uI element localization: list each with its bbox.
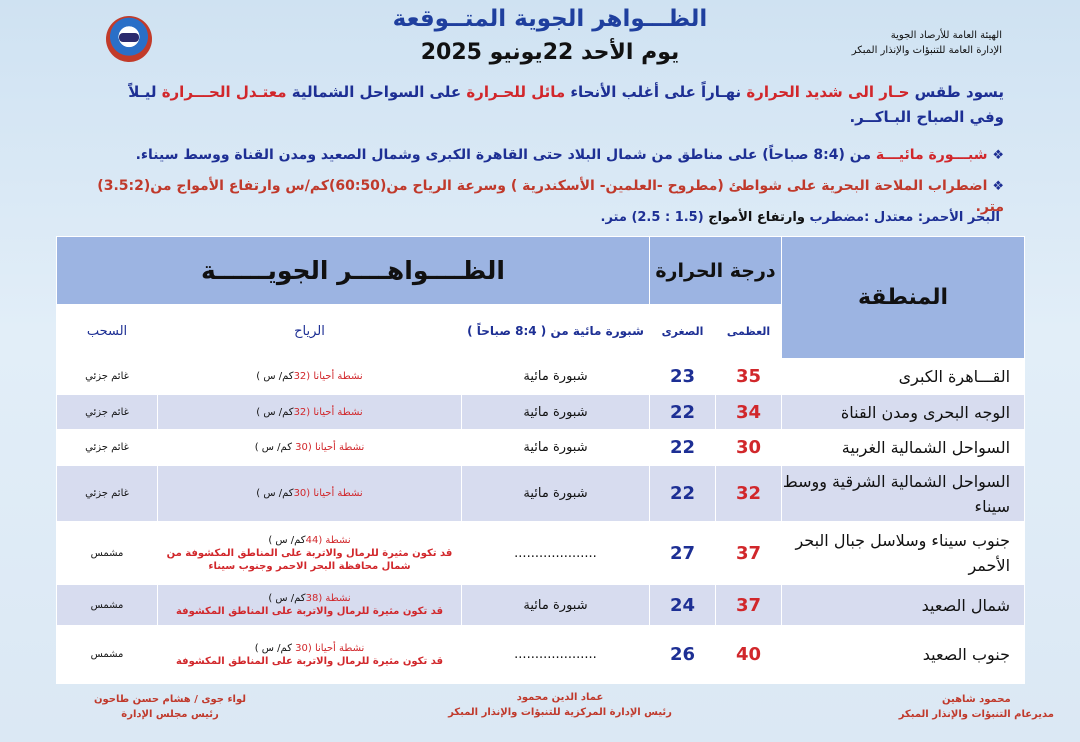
summary-text-1: يسود طقس [909, 83, 1004, 101]
fog-cell: شبورة مائية [462, 430, 650, 466]
weather-summary [92, 80, 1004, 130]
signature-name: عماد الدين محمود [516, 692, 604, 703]
region-cell: جنوب سيناء وسلاسل جبال البحر الأحمر [782, 522, 1025, 585]
ema-logo-icon [106, 16, 152, 62]
wind-cell [158, 522, 462, 585]
min-temp-cell: 27 [650, 522, 716, 585]
wind-activity: نشطة أحيانا (30 [295, 642, 365, 654]
region-cell: الوجه البحرى ومدن القناة [782, 395, 1025, 430]
max-temp-cell: 30 [716, 430, 782, 466]
signature-title: مديرعام التنبؤات والإنذار المبكر [898, 709, 1054, 720]
fog-cell: شبورة مائية [462, 466, 650, 522]
org-line-1: الهيئة العامة للأرصاد الجوية [890, 30, 1002, 41]
wind-cell [158, 466, 462, 522]
cloud-cell: مشمس [57, 626, 158, 684]
header-max: العظمى [716, 305, 782, 359]
table-row [57, 395, 1025, 430]
max-temp-cell: 35 [716, 359, 782, 395]
summary-text-4: مائل للحـرارة [466, 83, 566, 101]
min-temp-cell: 24 [650, 585, 716, 626]
fog-cell: شبورة مائية [462, 585, 650, 626]
cloud-cell: غائم جزئي [57, 395, 158, 430]
cloud-cell: مشمس [57, 585, 158, 626]
table-row [57, 626, 1025, 684]
fog-cell: شبورة مائية [462, 359, 650, 395]
signature-name: لواء جوى / هشام حسن طاحون [93, 694, 247, 705]
max-temp-cell: 40 [716, 626, 782, 684]
cloud-cell: غائم جزئي [57, 466, 158, 522]
wind-note: قد تكون مثيرة للرمال والاتربة على المناطق المكشوفة من شمال محافظة البحر الاحمر وجنوب سيناء [166, 547, 453, 572]
wind-cell [158, 359, 462, 395]
wind-activity: نشطة أحيانا (30 [295, 442, 365, 453]
min-temp-cell: 26 [650, 626, 716, 684]
fog-bullet-text: من (8:4 صباحاً) على مناطق من شمال البلاد حتى القاهرة الكبرى وشمال الصعيد ومدن القناة ووسط سيناء. [135, 147, 876, 163]
min-temp-cell: 22 [650, 466, 716, 522]
max-temp-cell: 37 [716, 585, 782, 626]
wind-cell [158, 585, 462, 626]
summary-text-3: نهـاراً على أغلب الأنحاء [565, 83, 747, 101]
summary-text-7: ليـلاً وفي الصباح البـاكــر. [128, 83, 1004, 126]
max-temp-cell: 32 [716, 466, 782, 522]
signature-name: محمود شاهين [942, 694, 1011, 705]
table-row [57, 466, 1025, 522]
red-sea-waves-label: وارتفاع الأمواج [703, 210, 810, 225]
wind-cell [158, 395, 462, 430]
signature-title: رئيس مجلس الإدارة [121, 709, 219, 720]
header-temperature: درجة الحرارة [650, 237, 782, 305]
fog-bullet-label: شبـــورة مائيـــة [875, 147, 988, 163]
diamond-bullet-icon: ❖ [992, 179, 1004, 194]
wind-unit: كم/ س ) [254, 442, 296, 453]
header-wind: الرياح [158, 305, 462, 359]
min-temp-cell: 22 [650, 395, 716, 430]
wind-unit: كم/ س ) [268, 534, 306, 546]
signature-board-chair [80, 692, 260, 722]
table-row [57, 430, 1025, 466]
signature-central-head [440, 690, 680, 720]
red-sea-label: البحر الأحمر: معتدل : [864, 210, 1000, 225]
wind-activity: نشطة أحيانا (30 [293, 488, 363, 499]
region-cell: السواحل الشمالية الغربية [782, 430, 1025, 466]
region-cell: جنوب الصعيد [782, 626, 1025, 684]
wind-note: قد تكون مثيرة للرمال والاتربة على المناطق المكشوفة [175, 606, 444, 617]
wind-unit: كم/ س ) [256, 488, 294, 499]
region-cell: القـــاهرة الكبرى [782, 359, 1025, 395]
summary-text-5: على السواحل الشمالية [286, 83, 467, 101]
cloud-cell: مشمس [57, 522, 158, 585]
red-sea-status [380, 210, 1000, 225]
org-line-2: الإدارة العامة للتنبؤات والإنذار المبكر [851, 45, 1002, 56]
wind-activity: نشطة أحيانا (32 [293, 406, 363, 418]
summary-text-2: حـار الى شديد الحرارة [746, 83, 910, 101]
wind-activity: نشطة (44 [305, 534, 351, 546]
header-region: المنطقة [782, 237, 1025, 359]
max-temp-cell: 37 [716, 522, 782, 585]
wind-activity: نشطة أحيانا (32 [293, 371, 363, 382]
summary-text-6: معتـدل الحـــرارة [161, 83, 287, 101]
table-row [57, 359, 1025, 395]
organization-name [852, 28, 1002, 58]
page-title: الظـــواهر الجوية المتــوقعة [392, 6, 708, 32]
cloud-cell: غائم جزئي [57, 359, 158, 395]
marine-bullet-text: اضطراب الملاحة البحرية على شواطئ (مطروح -العلمين- الأسكندرية ) وسرعة الرياح من(60:50)كم/س وارتفاع الأمواج من(3.5:2) متر. [97, 178, 1004, 215]
red-sea-waves-value: (1.5 : 2.5) متر. [600, 210, 704, 225]
wind-activity: نشطة (38 [305, 593, 351, 604]
wind-unit: كم/ س ) [254, 642, 296, 654]
header-fog: شبورة مائية من ( 8:4 صباحاً ) [462, 305, 650, 359]
fog-bullet [84, 145, 1004, 166]
header-min: الصغرى [650, 305, 716, 359]
region-cell: السواحل الشمالية الشرقية ووسط سيناء [782, 466, 1025, 522]
fog-cell: .................... [462, 522, 650, 585]
min-temp-cell: 22 [650, 430, 716, 466]
fog-cell: .................... [462, 626, 650, 684]
wind-unit: كم/ س ) [268, 593, 306, 604]
max-temp-cell: 34 [716, 395, 782, 430]
signature-title: رئيس الإدارة المركزية للتنبؤات والإنذار المبكر [448, 707, 672, 718]
header-phenomena: الظــــواهــــر الجويــــــة [57, 237, 650, 305]
forecast-table [56, 236, 1025, 684]
cloud-cell: غائم جزئي [57, 430, 158, 466]
forecast-date: يوم الأحد 22يونيو 2025 [420, 40, 680, 65]
wind-unit: كم/ س ) [256, 371, 294, 382]
red-sea-state: مضطرب [809, 210, 865, 225]
table-row [57, 522, 1025, 585]
min-temp-cell: 23 [650, 359, 716, 395]
wind-cell [158, 626, 462, 684]
wind-unit: كم/ س ) [256, 406, 294, 418]
table-row [57, 585, 1025, 626]
header-clouds: السحب [57, 305, 158, 359]
diamond-bullet-icon: ❖ [992, 148, 1004, 163]
fog-cell: شبورة مائية [462, 395, 650, 430]
wind-note: قد تكون مثيرة للرمال والاتربة على المناطق المكشوفة [175, 655, 444, 667]
signature-forecast-director [899, 692, 1054, 722]
region-cell: شمال الصعيد [782, 585, 1025, 626]
wind-cell [158, 430, 462, 466]
